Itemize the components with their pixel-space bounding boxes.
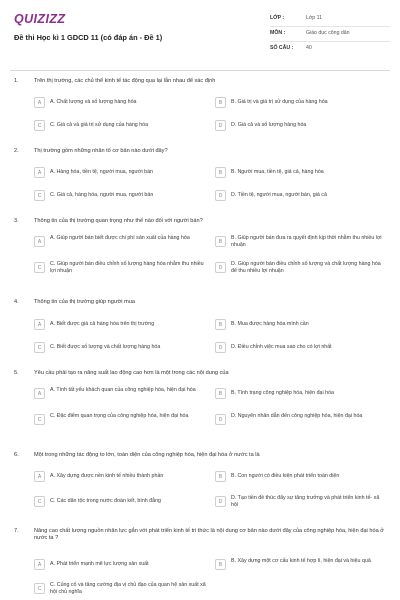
option-text: A. Tính tất yếu khách quan của công nghiệp hóa, hiện đại hóa [50,387,196,393]
question-number: 4. [14,299,19,305]
option-a[interactable] [34,387,206,405]
option-c[interactable] [34,413,206,431]
option-a[interactable] [34,235,206,253]
option-text: D. Nguyên nhân dẫn đến công nghiệp hóa, hiện đại hóa [231,413,363,419]
question-number: 5. [14,370,19,376]
option-c[interactable] [34,495,206,513]
option-text: D. Giúp người bán điều chỉnh số lượng và chất lượng hàng hóa để thu nhiều lợi nhuận [231,261,381,274]
option-b[interactable] [215,387,387,405]
option-b[interactable] [215,166,387,184]
option-b[interactable] [215,96,387,114]
question-number: 6. [14,452,19,458]
option-c[interactable] [34,119,206,137]
option-c[interactable] [34,261,206,279]
header-divider [10,70,390,71]
question-text: Thông tin của thị trường quan trọng như thế nào đối với người bán? [34,218,203,224]
option-text: D. Điều chỉnh việc mua sao cho có lợi nhất [231,344,332,350]
option-letter-box: B [215,236,226,247]
option-letter-box: A [34,559,45,570]
meta-row-class [270,12,390,27]
meta-row-question-count [270,42,390,57]
question-text: Một trong những tác động to lớn, toàn diện của công nghiệp hóa, hiện đại hóa ở nước ta là [34,452,260,458]
question-number: 3. [14,218,19,224]
option-letter-box: D [215,496,226,507]
option-text: A. Xây dựng được nền kinh tế nhiều thành phần [50,473,164,479]
question-item [0,299,400,371]
option-letter-box: A [34,236,45,247]
option-letter-box: C [34,120,45,131]
option-letter-box: C [34,190,45,201]
option-letter-box: A [34,167,45,178]
option-text: B. Người mua, tiền tệ, giá cả, hàng hóa [231,169,324,175]
option-text: C. Giá cả, hàng hóa, người mua, người bán [50,192,154,198]
option-a[interactable] [34,470,206,488]
option-d[interactable] [215,413,387,431]
option-letter-box: C [34,342,45,353]
option-text: A. Phát triển mạnh mẽ lực lượng sản xuất [50,561,149,567]
worksheet-meta [270,12,390,57]
option-text: C. Củng cố và tăng cường địa vị chủ đạo của quan hệ sản xuất xã hội chủ nghĩa [50,582,206,595]
option-text: A. Giúp người bán biết được chi phí sản xuất của hàng hóa [50,235,190,241]
question-item [0,148,400,220]
option-letter-box: C [34,262,45,273]
question-item [0,528,400,600]
option-text: D. Giá cả và số lượng hàng hóa [231,122,307,128]
meta-label: MÔN : [270,30,286,36]
option-text: C. Các dân tộc trong nước đoàn kết, bình đẳng [50,498,161,504]
option-d[interactable] [215,495,387,513]
option-text: A. Biết được giá cả hàng hóa trên thị trường [50,321,155,327]
option-text: D. Tiền tệ, người mua, người bán, giá cả [231,192,327,198]
question-item [0,452,400,530]
option-text: A. Hàng hóa, tiền tệ, người mua, người bán [50,169,153,175]
question-text: Trên thị trường, các chủ thể kinh tế tác động qua lại lẫn nhau để xác định [34,78,216,84]
option-text: C. Biết được số lượng và chất lượng hàng hóa [50,344,161,350]
option-text: B. Con người có điều kiện phát triển toàn diện [231,473,340,479]
option-a[interactable] [34,318,206,336]
option-a[interactable] [34,96,206,114]
quizizz-logo: QUIZIZZ [14,12,66,26]
option-text: B. Giúp người bán đưa ra quyết định kịp thời nhằm thu nhiều lợi nhuận [231,235,382,248]
option-d[interactable] [215,341,387,359]
option-d[interactable] [215,261,387,279]
option-letter-box: D [215,342,226,353]
option-letter-box: C [34,496,45,507]
option-text: C. Giá cả và giá trị sử dụng của hàng hóa [50,122,149,128]
option-letter-box: B [215,319,226,330]
worksheet-title: Đề thi Học kì 1 GDCD 11 (có đáp án - Đề 1) [14,33,163,42]
option-text: B. Xây dựng một cơ cấu kinh tế hợp lí, hiện đại và hiệu quả [231,558,371,564]
option-text: C. Đặc điểm quan trọng của công nghiệp hóa, hiện đại hóa [50,413,189,419]
option-b[interactable] [215,558,387,576]
meta-label: SỐ CÂU : [270,45,294,51]
question-item [0,218,400,298]
question-text: Thị trường gồm những nhân tố cơ bản nào dưới đây? [34,148,168,154]
option-letter-box: D [215,414,226,425]
option-text: B. Giá trị và giá trị sử dụng của hàng hóa [231,99,328,105]
option-text: D. Tạo tiền đề thúc đẩy sự tăng trưởng và phát triển kinh tế- xã hội [231,495,380,508]
option-b[interactable] [215,318,387,336]
option-letter-box: C [34,583,45,594]
worksheet-header [0,0,400,68]
option-text: C. Giúp người bán điều chỉnh số lượng hàng hóa nhằm thu nhiều lợi nhuận [50,261,204,274]
option-letter-box: B [215,388,226,399]
question-text: Yêu cầu phải tạo ra năng suất lao động cao hơn là một trong các nội dung của [34,370,229,376]
option-letter-box: D [215,190,226,201]
meta-value: Giáo dục công dân [306,30,350,36]
option-c[interactable] [34,582,206,600]
option-letter-box: A [34,97,45,108]
option-text: A. Chất lượng và số lượng hàng hóa [50,99,137,105]
option-text: B. Tình trạng công nghiệp hóa, hiện đại hóa [231,390,334,396]
meta-row-subject [270,27,390,42]
question-number: 2. [14,148,19,154]
question-number: 1. [14,78,19,84]
option-letter-box: D [215,262,226,273]
meta-value: Lớp 11 [306,15,322,21]
question-item [0,78,400,150]
meta-label: LỚP : [270,15,285,21]
question-number: 7. [14,528,19,534]
question-text: Nâng cao chất lượng nguồn nhân lực gắn với phát triển kinh tế tri thức là nội dung cơ bản nào dưới đây của công nghiệp hóa, hiện đại hóa ở nước ta ? [34,528,384,542]
option-letter-box: B [215,167,226,178]
option-letter-box: A [34,319,45,330]
option-a[interactable] [34,166,206,184]
option-letter-box: D [215,120,226,131]
option-a[interactable] [34,558,206,576]
question-text: Thông tin của thị trường giúp người mua [34,299,135,305]
option-letter-box: A [34,388,45,399]
option-d[interactable] [215,119,387,137]
option-letter-box: B [215,559,226,570]
option-c[interactable] [34,189,206,207]
question-item [0,370,400,450]
option-letter-box: B [215,97,226,108]
option-letter-box: A [34,471,45,482]
option-letter-box: B [215,471,226,482]
option-b[interactable] [215,235,387,253]
option-c[interactable] [34,341,206,359]
option-letter-box: C [34,414,45,425]
meta-value: 40 [306,45,312,51]
option-text: B. Mua được hàng hóa mình cần [231,321,309,327]
option-d[interactable] [215,189,387,207]
option-b[interactable] [215,470,387,488]
